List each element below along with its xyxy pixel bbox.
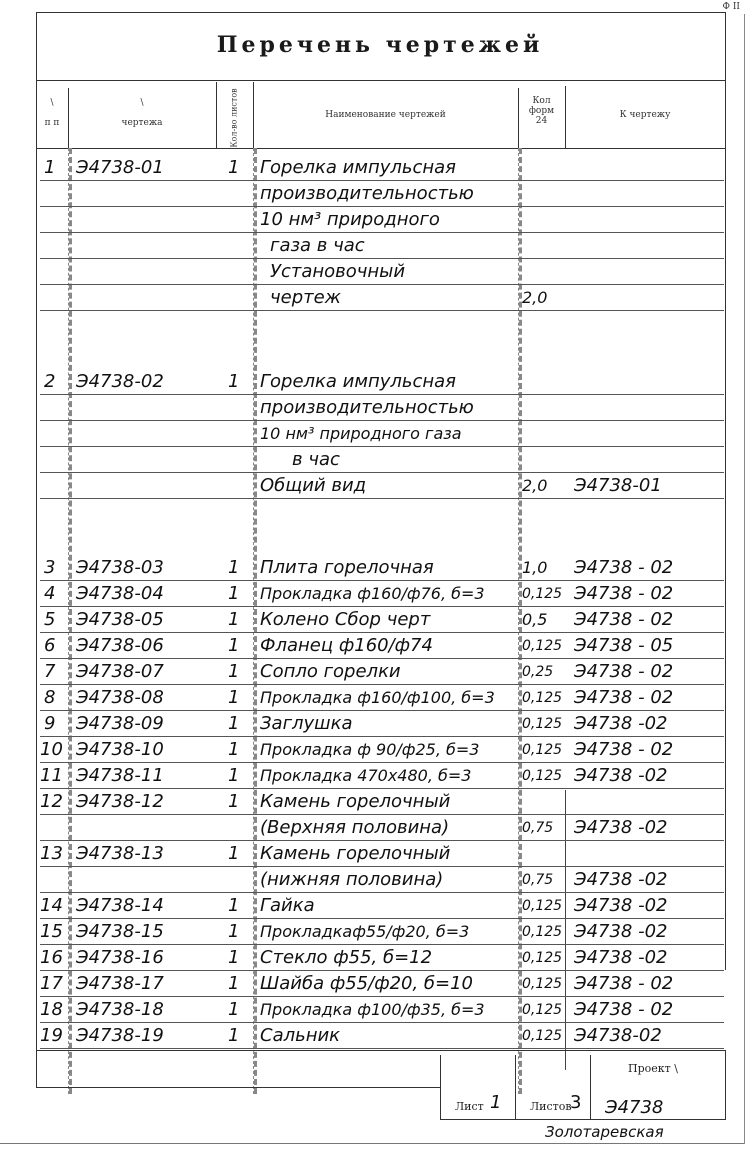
stamp-right [725, 1050, 726, 1120]
row-sheet-count: 1 [228, 921, 240, 942]
frame-outer-right [744, 14, 745, 1144]
row-name-line: (Верхняя половина) [260, 817, 450, 838]
row-name-line: Колено Сбор черт [260, 609, 431, 630]
row-format: 0,125 [522, 586, 563, 602]
row-name-line: Прокладка ф 90/ф25, б=3 [260, 740, 480, 759]
row-format: 0,75 [522, 820, 554, 836]
frame-top [36, 12, 726, 13]
row-reference: Э4738 - 02 [574, 999, 674, 1020]
project-label: Проект \ [628, 1062, 678, 1075]
row-name-line: чертеж [270, 287, 341, 308]
row-drawing-code: Э4738-01 [76, 157, 164, 178]
row-name-line: (нижняя половина) [260, 869, 444, 890]
row-name-line: 10 нм³ природного [260, 209, 440, 230]
row-sheet-count: 1 [228, 713, 240, 734]
row-format: 0,125 [522, 976, 563, 992]
row-sheet-count: 1 [228, 557, 240, 578]
sheet-label: Лист [455, 1100, 484, 1113]
row-reference: Э4738 -02 [574, 947, 668, 968]
row-name-line: в час [292, 449, 340, 470]
row-name-line: производительностью [260, 397, 474, 418]
row-underline [40, 658, 724, 659]
row-reference: Э4738 - 02 [574, 661, 674, 682]
row-underline [40, 284, 724, 285]
row-name-line: Прокладка 470x480, б=3 [260, 766, 472, 785]
row-format: 0,125 [522, 1002, 563, 1018]
row-name-line: Камень горелочный [260, 843, 451, 864]
row-underline [40, 970, 724, 971]
row-reference: Э4738-01 [574, 475, 662, 496]
row-underline [40, 736, 724, 737]
row-name-line: производительностью [260, 183, 474, 204]
row-drawing-code: Э4738-07 [76, 661, 164, 682]
row-name-line: Прокладкаф55/ф20, б=3 [260, 922, 470, 941]
row-drawing-code: Э4738-02 [76, 371, 164, 392]
row-reference: Э4738 -02 [574, 921, 668, 942]
row-name-line: Гайка [260, 895, 315, 916]
row-underline [40, 814, 724, 815]
row-underline [40, 684, 724, 685]
row-name-line: Прокладка ф100/ф35, б=3 [260, 1000, 485, 1019]
row-name-line: Плита горелочная [260, 557, 434, 578]
row-underline [40, 996, 724, 997]
row-reference: Э4738 -02 [574, 817, 668, 838]
row-format: 0,125 [522, 1028, 563, 1044]
row-number: 1 [44, 157, 56, 178]
row-drawing-code: Э4738-05 [76, 609, 164, 630]
row-reference: Э4738 - 02 [574, 609, 674, 630]
frame-bottom [0, 1143, 744, 1144]
header-ref: К чертежу [619, 110, 671, 120]
row-underline [40, 420, 724, 421]
row-number: 11 [40, 765, 63, 786]
row-underline [40, 310, 724, 311]
sheets-label: Листов [530, 1100, 572, 1113]
row-sheet-count: 1 [228, 157, 240, 178]
row-sheet-count: 1 [228, 583, 240, 604]
row-underline [40, 1048, 724, 1049]
row-name-line: Прокладка ф160/ф76, б=3 [260, 584, 485, 603]
row-number: 6 [44, 635, 56, 656]
header-sheets: Кол-во листов [229, 88, 239, 148]
row-name-line: газа в час [270, 235, 365, 256]
row-underline [40, 232, 724, 233]
row-drawing-code: Э4738-06 [76, 635, 164, 656]
row-drawing-code: Э4738-04 [76, 583, 164, 604]
row-sheet-count: 1 [228, 635, 240, 656]
row-drawing-code: Э4738-10 [76, 739, 164, 760]
page-title: Перечень чертежей [216, 32, 544, 58]
row-drawing-code: Э4738-08 [76, 687, 164, 708]
row-underline [40, 1022, 724, 1023]
row-sheet-count: 1 [228, 947, 240, 968]
row-underline [40, 632, 724, 633]
row-number: 2 [44, 371, 56, 392]
row-underline [40, 892, 724, 893]
row-format: 2,0 [522, 476, 548, 495]
row-format: 0,125 [522, 742, 563, 758]
row-number: 10 [40, 739, 63, 760]
row-drawing-code: Э4738-13 [76, 843, 164, 864]
row-format: 0,25 [522, 664, 554, 680]
body-col-5 [565, 790, 566, 1070]
row-underline [40, 866, 724, 867]
row-reference: Э4738 - 05 [574, 635, 674, 656]
row-underline [40, 918, 724, 919]
signature: Золотаревская [545, 1123, 664, 1141]
row-sheet-count: 1 [228, 687, 240, 708]
header-drawing: \ чертежа [121, 98, 163, 128]
row-format: 2,0 [522, 288, 548, 307]
row-number: 9 [44, 713, 56, 734]
row-number: 19 [40, 1025, 63, 1046]
sheet-value: 1 [490, 1092, 502, 1113]
row-drawing-code: Э4738-14 [76, 895, 164, 916]
row-number: 7 [44, 661, 56, 682]
row-name-line: Стекло ф55, б=12 [260, 947, 433, 968]
row-reference: Э4738 - 02 [574, 973, 674, 994]
body-col-1 [68, 148, 72, 1094]
row-drawing-code: Э4738-15 [76, 921, 164, 942]
row-sheet-count: 1 [228, 1025, 240, 1046]
row-drawing-code: Э4738-11 [76, 765, 164, 786]
row-format: 0,125 [522, 768, 563, 784]
frame-left [36, 12, 37, 1087]
stamp-mid-line [36, 1087, 440, 1088]
row-number: 18 [40, 999, 63, 1020]
row-underline [40, 258, 724, 259]
row-name-line: Камень горелочный [260, 791, 451, 812]
row-format: 0,75 [522, 872, 554, 888]
row-number: 17 [40, 973, 63, 994]
row-name-line: Заглушка [260, 713, 353, 734]
row-name-line: Фланец ф160/ф74 [260, 635, 433, 656]
row-format: 0,125 [522, 716, 563, 732]
stamp-div-3 [590, 1055, 591, 1120]
row-number: 14 [40, 895, 63, 916]
row-underline [40, 840, 724, 841]
row-reference: Э4738-02 [574, 1025, 662, 1046]
row-name-line: Прокладка ф160/ф100, б=3 [260, 688, 495, 707]
row-underline [40, 580, 724, 581]
row-sheet-count: 1 [228, 371, 240, 392]
row-sheet-count: 1 [228, 609, 240, 630]
row-underline [40, 944, 724, 945]
row-number: 13 [40, 843, 63, 864]
row-underline [40, 710, 724, 711]
row-sheet-count: 1 [228, 843, 240, 864]
row-format: 0,5 [522, 610, 548, 629]
row-number: 15 [40, 921, 63, 942]
row-name-line: Установочный [270, 261, 406, 282]
header-name: Наименование чертежей [325, 110, 446, 120]
row-underline [40, 498, 724, 499]
header-format: Кол форм 24 [528, 96, 555, 126]
row-underline [40, 206, 724, 207]
stamp-div-2 [515, 1055, 516, 1120]
row-name-line: Горелка импульсная [260, 157, 457, 178]
row-name-line: Общий вид [260, 475, 367, 496]
row-number: 3 [44, 557, 56, 578]
row-number: 16 [40, 947, 63, 968]
row-drawing-code: Э4738-16 [76, 947, 164, 968]
row-underline [40, 446, 724, 447]
row-drawing-code: Э4738-12 [76, 791, 164, 812]
header-num: \ п п [44, 98, 60, 128]
row-underline [40, 788, 724, 789]
row-sheet-count: 1 [228, 973, 240, 994]
row-format: 0,125 [522, 924, 563, 940]
row-underline [40, 394, 724, 395]
row-sheet-count: 1 [228, 791, 240, 812]
row-format: 0,125 [522, 950, 563, 966]
stamp-bottom-line [440, 1119, 725, 1120]
stamp-top-line [36, 1050, 726, 1051]
row-number: 8 [44, 687, 56, 708]
row-reference: Э4738 -02 [574, 895, 668, 916]
row-reference: Э4738 - 02 [574, 687, 674, 708]
row-reference: Э4738 -02 [574, 765, 668, 786]
row-sheet-count: 1 [228, 739, 240, 760]
project-value: Э4738 [605, 1097, 664, 1118]
row-format: 0,125 [522, 690, 563, 706]
row-underline [40, 472, 724, 473]
row-drawing-code: Э4738-09 [76, 713, 164, 734]
row-format: 0,125 [522, 898, 563, 914]
row-reference: Э4738 -02 [574, 713, 668, 734]
row-underline [40, 762, 724, 763]
stamp-div-1 [440, 1055, 441, 1120]
row-sheet-count: 1 [228, 895, 240, 916]
row-sheet-count: 1 [228, 661, 240, 682]
row-underline [40, 606, 724, 607]
row-reference: Э4738 - 02 [574, 557, 674, 578]
row-sheet-count: 1 [228, 999, 240, 1020]
row-drawing-code: Э4738-17 [76, 973, 164, 994]
row-name-line: Шайба ф55/ф20, б=10 [260, 973, 474, 994]
row-name-line: 10 нм³ природного газа [260, 424, 462, 443]
header-bottom-line [36, 148, 726, 149]
row-number: 5 [44, 609, 56, 630]
body-col-3 [253, 148, 257, 1094]
row-format: 1,0 [522, 558, 548, 577]
row-name-line: Сальник [260, 1025, 341, 1046]
row-name-line: Сопло горелки [260, 661, 401, 682]
row-name-line: Горелка импульсная [260, 371, 457, 392]
row-number: 12 [40, 791, 63, 812]
title-underline [36, 80, 726, 81]
frame-right [725, 12, 726, 970]
row-drawing-code: Э4738-19 [76, 1025, 164, 1046]
row-reference: Э4738 - 02 [574, 739, 674, 760]
row-sheet-count: 1 [228, 765, 240, 786]
sheets-value: 3 [570, 1092, 582, 1113]
corner-mark: Ф II [722, 2, 740, 12]
row-drawing-code: Э4738-18 [76, 999, 164, 1020]
row-reference: Э4738 -02 [574, 869, 668, 890]
row-underline [40, 180, 724, 181]
row-drawing-code: Э4738-03 [76, 557, 164, 578]
row-number: 4 [44, 583, 56, 604]
row-reference: Э4738 - 02 [574, 583, 674, 604]
row-format: 0,125 [522, 638, 563, 654]
